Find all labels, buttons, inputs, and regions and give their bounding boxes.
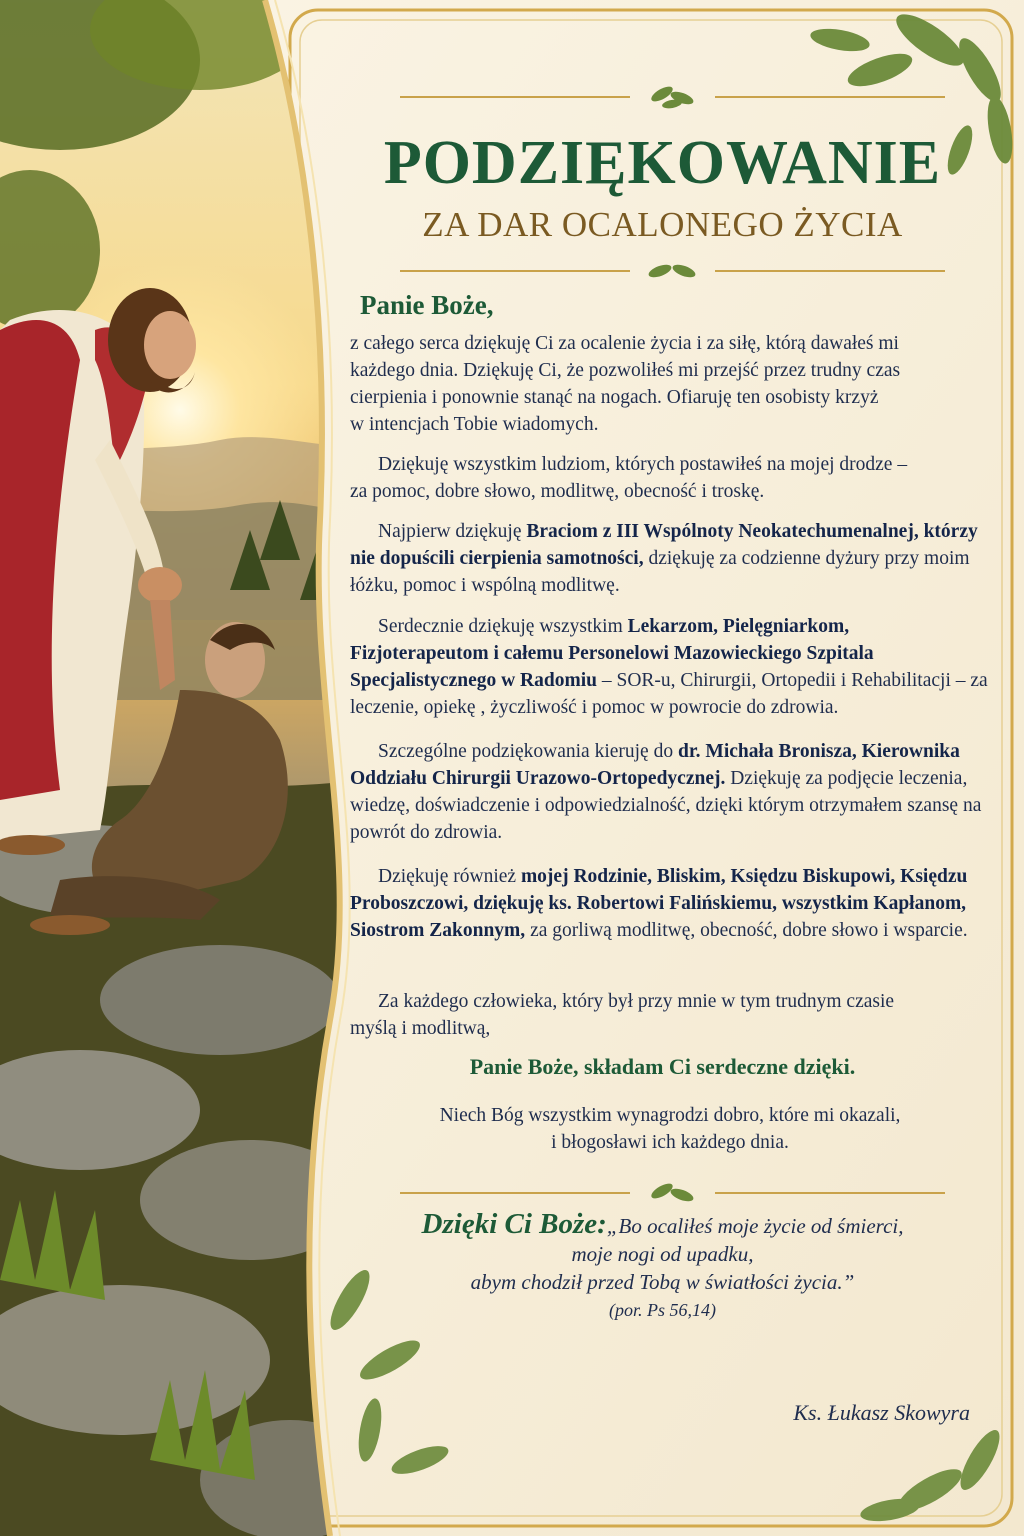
quote-line: „Bo ocaliłeś moje życie od śmierci,: [606, 1214, 904, 1238]
quote-divider: [400, 1180, 945, 1206]
greeting: Panie Boże,: [360, 290, 494, 320]
paragraph-3-neocatechumenal: [350, 518, 990, 599]
paragraph-line: za pomoc, dobre słowo, modlitwę, obecność i troskę.: [350, 481, 765, 502]
paragraph-text: Dziękuję za podjęcie leczenia, wiedzę, doświadczenie i odpowiedzialność, dzięki którym otrzymałem szansę na powrót do zdrowia.: [350, 768, 982, 843]
paragraph-text: Najpierw dziękuję: [378, 521, 527, 542]
paragraph-bold-text: mojej Rodzinie, Bliskim, Księdzu Biskupowi, Księdzu Proboszczowi, dziękuję ks. Robertowi Falińskiemu, wszystkim Kapłanom, Siostrom Zakonnym,: [350, 866, 968, 941]
paragraph-1: [350, 330, 990, 438]
blessing-line: i błogosławi ich każdego dnia.: [551, 1132, 789, 1153]
paragraph-5-doctor: [350, 738, 990, 846]
quote-line: moje nogi od upadku,: [571, 1242, 754, 1266]
paragraph-text: Szczególne podziękowania kieruję do: [378, 741, 678, 762]
top-divider: [400, 84, 945, 110]
quote-lead: Dzięki Ci Boże:: [421, 1208, 607, 1240]
paragraph-4-hospital-staff: [350, 613, 990, 721]
paragraph-line: z całego serca dziękuję Ci za ocalenie życia i za siłę, którą dawałeś mi: [350, 333, 899, 354]
paragraph-text: Serdecznie dziękuję wszystkim: [378, 616, 628, 637]
quote-line: abym chodził przed Tobą w światłości życia.”: [470, 1270, 855, 1294]
signature: Ks. Łukasz Skowyra: [793, 1400, 970, 1425]
blessing: [350, 1102, 990, 1156]
page-subtitle: ZA DAR OCALONEGO ŻYCIA: [422, 205, 903, 244]
paragraph-line: w intencjach Tobie wiadomych.: [350, 414, 599, 435]
paragraph-line: Za każdego człowieka, który był przy mnie w tym trudnym czasie: [378, 991, 895, 1012]
paragraph-7: [350, 988, 990, 1042]
paragraph-line: cierpienia i ponownie stanąć na nogach. Ofiaruję ten osobisty krzyż: [350, 387, 879, 408]
paragraph-2: [350, 451, 990, 505]
paragraph-text: Dziękuję również: [378, 866, 521, 887]
paragraph-text: za gorliwą modlitwę, obecność, dobre słowo i wsparcie.: [525, 920, 968, 941]
page-title: PODZIĘKOWANIE: [383, 129, 942, 197]
paragraph-line: każdego dnia. Dziękuję Ci, że pozwoliłeś mi przejść przez trudny czas: [350, 360, 901, 381]
paragraph-6-family-clergy: [350, 863, 990, 944]
paragraph-line: myślą i modlitwą,: [350, 1018, 491, 1039]
text-panel: [330, 0, 995, 1536]
paragraph-bold-text: Braciom z III Wspólnoty Neokatechumenalnej, którzy nie dopuścili cierpienia samotności,: [350, 521, 978, 569]
closing-thanks: Panie Boże, składam Ci serdeczne dzięki.: [469, 1054, 856, 1079]
paragraph-text: dziękuję za codzienne dyżury przy moim łóżku, pomoc i wspólną modlitwę.: [350, 548, 970, 596]
paragraph-text: – SOR-u, Chirurgii, Ortopedii i Rehabilitacji – za leczenie, opiekę , życzliwość i pomoc w powrocie do zdrowia.: [350, 670, 988, 718]
title-divider: [400, 258, 945, 284]
blessing-line: Niech Bóg wszystkim wynagrodzi dobro, które mi okazali,: [439, 1105, 901, 1126]
quote-reference: (por. Ps 56,14): [609, 1300, 716, 1320]
scripture-quote: [330, 1210, 995, 1324]
paragraph-bold-text: Lekarzom, Pielęgniarkom, Fizjoterapeutom i całemu Personelowi Mazowieckiego Szpitala Specjalistycznego w Radomiu: [350, 616, 874, 691]
paragraph-line: Dziękuję wszystkim ludziom, których postawiłeś na mojej drodze –: [378, 454, 908, 475]
paragraph-bold-text: dr. Michała Bronisza, Kierownika Oddziału Chirurgii Urazowo-Ortopedycznej.: [350, 741, 960, 789]
